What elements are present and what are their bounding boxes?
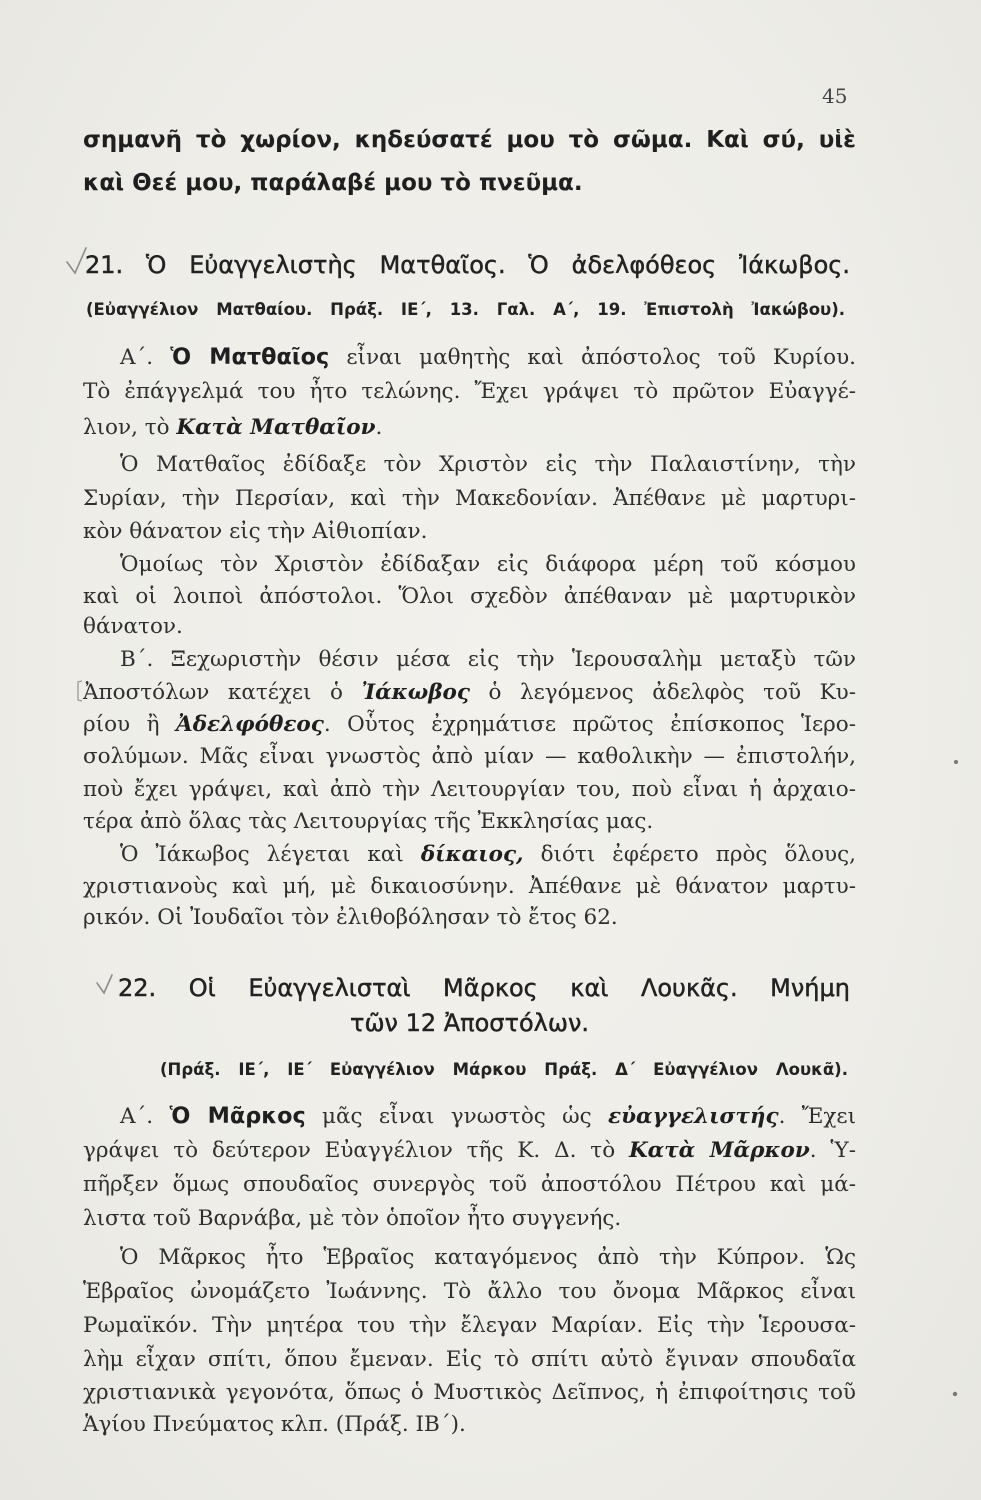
emphasis-name: Ὁ Ματθαῖος <box>170 344 330 370</box>
line-text: γράψει τὸ δεύτερον Εὐαγγέλιον τῆς Κ. Δ. τὸ <box>83 1138 629 1163</box>
line-text: ρίου ἢ <box>83 712 177 737</box>
emphasis-term: εὐαγγελιστής <box>608 1104 779 1129</box>
line-text: Α΄. <box>120 1104 170 1129</box>
line-text: . Ὑ- <box>809 1138 856 1163</box>
line-text: κὸν θάνατον εἰς τὴν Αἰθιοπίαν. <box>83 519 428 544</box>
line-text: λιστα τοῦ Βαρνάβα, μὲ τὸν ὁποῖον ἦτο συγγενής. <box>83 1206 622 1231</box>
line-text: Ἁγίου Πνεύματος κλπ. (Πράξ. ΙΒ΄). <box>83 1412 466 1437</box>
section-22-heading-continued: τῶν 12 Ἀποστόλων. <box>350 1009 589 1037</box>
emphasis-name: Ὁ Μᾶρκος <box>169 1103 306 1129</box>
line-text: Ἀποστόλων κατέχει ὁ <box>83 680 362 705</box>
line-text: Ὁ Μᾶρκος ἦτο Ἑβραῖος καταγόμενος ἀπὸ τὴν Κύπρον. Ὡς <box>120 1245 856 1270</box>
page-number: 45 <box>822 84 848 108</box>
section-21-heading: 21. Ὁ Εὐαγγελιστὴς Ματθαῖος. Ὁ ἀδελφόθεος Ἰάκωβος. <box>85 251 850 279</box>
body-line <box>83 375 856 409</box>
line-text: χριστιανοὺς καὶ μή, μὲ δικαιοσύνην. Ἀπέθανε μὲ θάνατον μαρτυ- <box>83 874 856 899</box>
line-text: τέρα ἀπὸ ὅλας τὰς Λειτουργίας τῆς Ἐκκλησίας μας. <box>83 809 654 834</box>
body-line <box>83 580 856 614</box>
line-text: καὶ οἱ λοιποὶ ἀπόστολοι. Ὅλοι σχεδὸν ἀπέθαναν μὲ μαρτυρικὸν <box>83 584 856 609</box>
line-text: χριστιανικὰ γεγονότα, ὅπως ὁ Μυστικὸς Δεῖπνος, ἡ ἐπιφοίτησις τοῦ <box>83 1380 856 1405</box>
line-text: θάνατον. <box>83 614 183 639</box>
body-line <box>83 610 856 644</box>
line-text: πῆρξεν ὅμως σπουδαῖος συνεργὸς τοῦ ἀποστόλου Πέτρου καὶ μά- <box>83 1172 856 1197</box>
body-line <box>83 870 856 904</box>
line-text: λὴμ εἶχαν σπίτι, ὅπου ἔμεναν. Εἰς τὸ σπίτι αὐτὸ ἔγιναν σπουδαῖα <box>83 1347 856 1372</box>
line-text: λιον, τὸ <box>83 415 177 440</box>
line-text: . Ἔχει <box>778 1104 856 1129</box>
body-line <box>83 1202 856 1236</box>
body-line <box>83 1134 856 1168</box>
line-text: Συρίαν, τὴν Περσίαν, καὶ τὴν Μακεδονίαν. Ἀπέθανε μὲ μαρτυρι- <box>83 486 856 511</box>
body-line <box>83 1309 856 1343</box>
section-22-references: (Πράξ. ΙΕ΄, ΙΕ΄ Εὐαγγέλιον Μάρκου Πράξ. Δ΄ Εὐαγγέλιον Λουκᾶ). <box>160 1060 848 1079</box>
line-text: ὁ λεγόμενος ἀδελφὸς τοῦ Κυ- <box>469 680 856 705</box>
line-text: Τὸ ἐπάγγελμά του ἦτο τελώνης. Ἔχει γράψει τὸ πρῶτον Εὐαγγέ- <box>83 379 856 404</box>
body-line <box>83 1241 856 1275</box>
line-text: . Οὗτος ἐχρημάτισε πρῶτος ἐπίσκοπος Ἱερο- <box>323 712 857 737</box>
body-line <box>83 740 856 774</box>
line-text: . <box>375 415 383 440</box>
emphasis-name: Ἰάκωβος <box>361 680 470 705</box>
body-line <box>83 340 856 374</box>
body-line <box>83 708 856 742</box>
emphasis-name: Ἀδελφόθεος <box>176 712 324 737</box>
body-line <box>83 448 856 482</box>
body-line <box>83 838 856 872</box>
body-line <box>83 482 856 516</box>
section-22-heading: 22. Οἱ Εὐαγγελισταὶ Μᾶρκος καὶ Λουκᾶς. Μνήμη <box>118 974 850 1002</box>
intro-line: σημανῆ τὸ χωρίον, κηδεύσατέ μου τὸ σῶμα. Καὶ σύ, υἱὲ <box>83 127 856 153</box>
line-text: Ἑβραῖος ὠνομάζετο Ἰωάννης. Τὸ ἄλλο του ὄνομα Μᾶρκος εἶναι <box>83 1279 856 1304</box>
emphasis-term: δίκαιος, <box>420 842 524 867</box>
line-text: σολύμων. Μᾶς εἶναι γνωστὸς ἀπὸ μίαν — καθολικὴν — ἐπιστολήν, <box>83 744 856 769</box>
body-line <box>83 901 856 935</box>
paper-speck <box>953 1392 957 1396</box>
section-21-references: (Εὐαγγέλιον Ματθαίου. Πράξ. ΙΕ΄, 13. Γαλ. Α΄, 19. Ἐπιστολὴ Ἰακώβου). <box>86 300 845 319</box>
body-line <box>83 643 856 677</box>
body-line <box>83 1275 856 1309</box>
line-text: μᾶς εἶναι γνωστὸς ὡς <box>305 1104 609 1129</box>
line-text: Ὁμοίως τὸν Χριστὸν ἐδίδαξαν εἰς διάφορα μέρη τοῦ κόσμου <box>120 552 856 577</box>
line-text: ποὺ ἔχει γράψει, καὶ ἀπὸ τὴν Λειτουργίαν του, ποὺ εἶναι ἡ ἀρχαιο- <box>83 777 856 802</box>
body-line <box>83 676 856 710</box>
body-line <box>83 773 856 807</box>
body-line <box>83 805 856 839</box>
paper-speck <box>954 760 958 764</box>
line-text: ρικόν. Οἱ Ἰουδαῖοι τὸν ἐλιθοβόλησαν τὸ ἔτος 62. <box>83 905 618 930</box>
line-text: Β΄. Ξεχωριστὴν θέσιν μέσα εἰς τὴν Ἱερουσαλὴμ μεταξὺ τῶν <box>120 647 856 672</box>
body-line <box>83 1408 856 1442</box>
body-line <box>83 515 856 549</box>
body-line <box>83 411 856 445</box>
intro-line: καὶ Θεέ μου, παράλαβέ μου τὸ πνεῦμα. <box>83 170 583 196</box>
line-text: διότι ἐφέρετο πρὸς ὅλους, <box>523 842 856 867</box>
body-line <box>83 1343 856 1377</box>
line-text: Ὁ Ματθαῖος ἐδίδαξε τὸν Χριστὸν εἰς τὴν Παλαιστίνην, τὴν <box>120 452 856 477</box>
pencil-check-mark <box>97 975 112 993</box>
body-line <box>83 1376 856 1410</box>
line-text: Ὁ Ἰάκωβος λέγεται καὶ <box>120 842 421 867</box>
body-line <box>83 1168 856 1202</box>
emphasis-title: Κατὰ Μᾶρκον <box>628 1138 810 1163</box>
line-text: εἶναι μαθητὴς καὶ ἀπόστολος τοῦ Κυρίου. <box>329 345 856 370</box>
body-line <box>83 1099 856 1133</box>
emphasis-title: Κατὰ Ματθαῖον <box>176 415 376 440</box>
pencil-bracket-mark <box>78 681 82 701</box>
line-text: Ρωμαϊκόν. Τὴν μητέρα του τὴν ἔλεγαν Μαρίαν. Εἰς τὴν Ἱερουσα- <box>83 1313 856 1338</box>
line-text: Α΄. <box>120 345 171 370</box>
pencil-check-mark <box>67 248 86 273</box>
body-line <box>83 548 856 582</box>
